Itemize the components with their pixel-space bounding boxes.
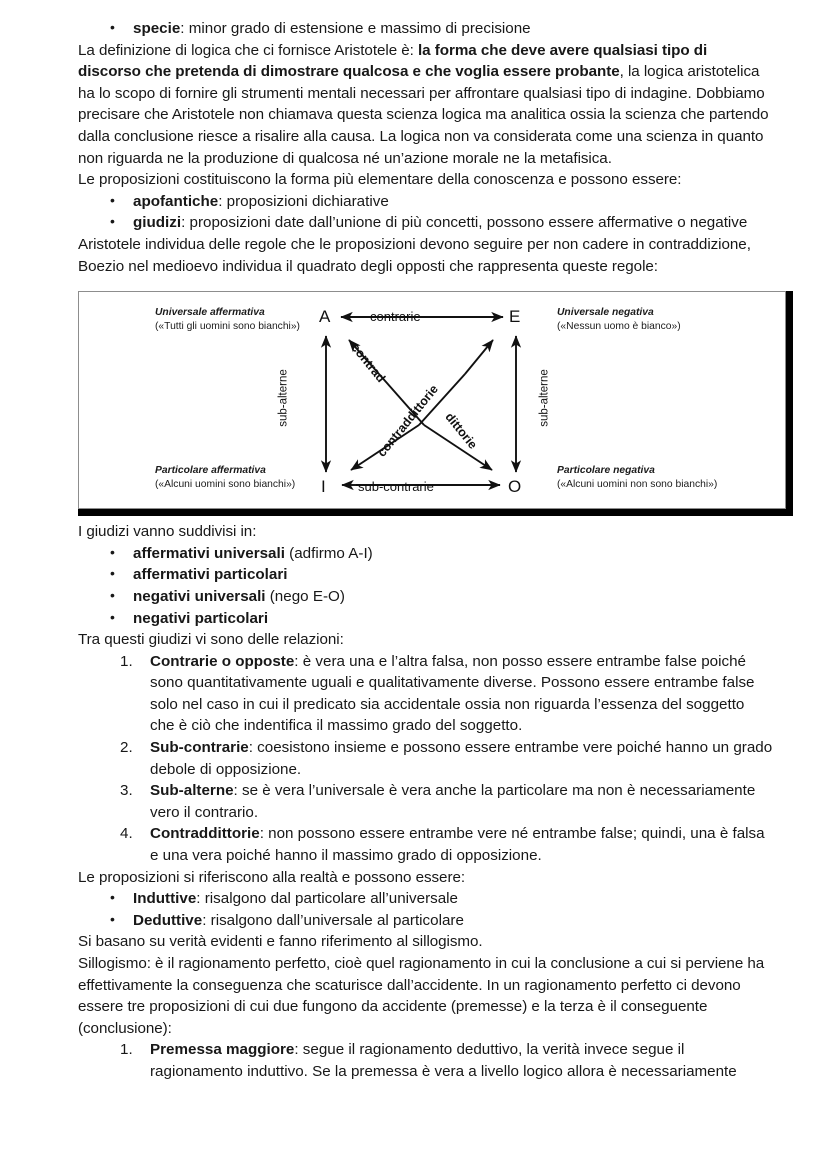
item-term: Sub-alterne — [150, 782, 234, 800]
paragraph-regole-boezio: Aristotele individua delle regole che le proposizioni devono seguire per non cadere in contraddizione, Boezio nel medioevo individua il quadrato degli opposti che rappresenta queste regole: — [78, 235, 751, 275]
corner-label-universale-affermativa — [155, 306, 300, 334]
proposizioni-bullet-list — [78, 191, 773, 234]
specie-bullet-list — [78, 18, 773, 40]
vertex-i: I — [321, 477, 326, 497]
figure-canvas — [79, 292, 785, 508]
paragraph-definizione-logica — [78, 40, 773, 170]
bullet-term: negativi universali — [133, 587, 266, 605]
paragraph-verita-evidenti: Si basano su verità evidenti e fanno riferimento al sillogismo. — [78, 933, 483, 951]
list-item — [78, 737, 773, 780]
definizione-tail: , la logica aristotelica ha lo scopo di fornire gli strumenti mentali necessari per affrontare qualsiasi tipo di indagine. Dobbiamo precisare che Aristotele non chiamava questa scienza logica ma analitica ossia la scienza che partendo dalla conclusione riesce a risalire alla causa. La logica non va considerata come una scienza in quanto non riguarda ne la produzione di qualcosa né un’azione morale ne la metafisica. — [78, 63, 769, 167]
paragraph-sillogismo: Sillogismo: è il ragionamento perfetto, cioè quel ragionamento in cui la conclusione a cui si perviene ha effettivamente la conseguenza che scaturisce dall’accidente. In un ragionamento perfetto ci devono essere tre proposizioni di cui due fungono da accidente (premesse) e la terza è il conseguente (conclusione): — [78, 955, 765, 1037]
bullet-term: negativi particolari — [133, 609, 269, 627]
bullet-term: apofantiche — [133, 192, 219, 210]
diagonal-label-contrad: contrad — [348, 340, 389, 386]
list-item — [78, 651, 773, 737]
bullet-text: (nego E-O) — [265, 587, 345, 605]
edge-label-sub-alterne-left: sub-alterne — [277, 369, 290, 427]
bullet-text: : proposizioni dichiarative — [218, 192, 389, 210]
paragraph-proposizioni-intro: Le proposizioni costituiscono la forma più elementare della conoscenza e possono essere: — [78, 171, 682, 189]
corner-example: («Alcuni uomini non sono bianchi») — [557, 479, 718, 491]
relazioni-numbered-list — [78, 651, 773, 867]
list-item — [78, 191, 773, 213]
list-item — [78, 543, 773, 565]
item-term: Contrarie o opposte — [150, 652, 295, 670]
bullet-text: : risalgono dal particolare all’universale — [196, 890, 458, 908]
bullet-text: : proposizioni date dall’unione di più concetti, possono essere affermative o negative — [181, 214, 748, 232]
edge-label-contrarie: contrarie — [370, 309, 421, 325]
figure-square-of-opposition — [78, 291, 794, 509]
list-item — [78, 823, 773, 866]
bullet-term: Deduttive — [133, 911, 203, 929]
item-text: : è vera una e l’altra falsa, non posso essere entrambe false poiché sono quantitativamente uguali e qualitativamente diverse. Possono essere entrambe false solo nel caso in cui il predicato sia accidentale ossia non riguarda l’essenza del soggetto che è ciò che indentifica il massimo grado del soggetto. — [150, 652, 755, 735]
item-text: : se è vera l’universale è vera anche la particolare ma non è necessariamente vero il contrario. — [150, 782, 756, 821]
bullet-term: Induttive — [133, 890, 197, 908]
list-item — [78, 586, 773, 608]
giudizi-bullet-list — [78, 543, 773, 629]
item-term: Contraddittorie — [150, 825, 260, 843]
bullet-term: giudizi — [133, 214, 182, 232]
corner-label-universale-negativa — [557, 306, 681, 334]
realta-bullet-list — [78, 888, 773, 931]
corner-label-particolare-negativa — [557, 464, 717, 492]
corner-example: («Alcuni uomini sono bianchi») — [155, 479, 296, 491]
list-item — [78, 910, 773, 932]
definizione-lead: La definizione di logica che ci fornisce Aristotele è: — [78, 41, 419, 59]
corner-title: Particolare negativa — [557, 465, 655, 477]
diagonal-label-contraddittorie: contraddittorie — [374, 382, 441, 460]
corner-example: («Nessun uomo è bianco») — [557, 321, 681, 333]
paragraph-relazioni-intro: Tra questi giudizi vi sono delle relazioni: — [78, 631, 344, 649]
corner-title: Particolare affermativa — [155, 465, 266, 477]
corner-example: («Tutti gli uomini sono bianchi») — [155, 321, 300, 333]
diagonal-label-dittorie: dittorie — [442, 410, 480, 452]
figure-frame — [78, 291, 786, 509]
item-term: Sub-contrarie — [150, 739, 249, 757]
list-item — [78, 780, 773, 823]
premesse-numbered-list — [78, 1039, 773, 1082]
bullet-text: : risalgono dall’universale al particolare — [202, 911, 464, 929]
list-item — [78, 18, 773, 40]
item-text: : non possono essere entrambe vere né entrambe false; quindi, una è falsa e una vera poiché hanno il massimo grado di opposizione. — [150, 825, 765, 865]
corner-title: Universale negativa — [557, 307, 654, 319]
corner-title: Universale affermativa — [155, 307, 265, 319]
corner-label-particolare-affermativa — [155, 464, 295, 492]
definizione-bold: la forma che deve avere qualsiasi tipo di discorso che pretenda di dimostrare qualcosa e che voglia essere probante — [78, 41, 708, 81]
bullet-term: affermativi universali — [133, 544, 285, 562]
list-item — [78, 212, 773, 234]
vertex-a: A — [319, 307, 331, 327]
bullet-term: affermativi particolari — [133, 566, 288, 584]
bullet-text: : minor grado di estensione e massimo di precisione — [180, 20, 531, 37]
item-text: : segue il ragionamento deduttivo, la verità invece segue il ragionamento induttivo. Se la premessa è vera a livello logico allora è necessariamente — [150, 1041, 737, 1080]
bullet-term: specie — [133, 20, 181, 37]
item-text: : coesistono insieme e possono essere entrambe vere poiché hanno un grado debole di opposizione. — [150, 739, 773, 778]
edge-label-sub-alterne-right: sub-alterne — [538, 369, 551, 427]
list-item — [78, 608, 773, 630]
edge-label-sub-contrarie: sub-contrarie — [358, 479, 434, 495]
paragraph-realta-intro: Le proposizioni si riferiscono alla realtà e possono essere: — [78, 868, 466, 886]
vertex-e: E — [509, 307, 521, 327]
vertex-o: O — [508, 477, 522, 497]
list-item — [78, 1039, 773, 1082]
list-item — [78, 888, 773, 910]
item-term: Premessa maggiore — [150, 1041, 295, 1059]
paragraph-giudizi-intro: I giudizi vanno suddivisi in: — [78, 523, 257, 541]
bullet-text: (adfirmo A-I) — [284, 544, 373, 562]
list-item — [78, 564, 773, 586]
